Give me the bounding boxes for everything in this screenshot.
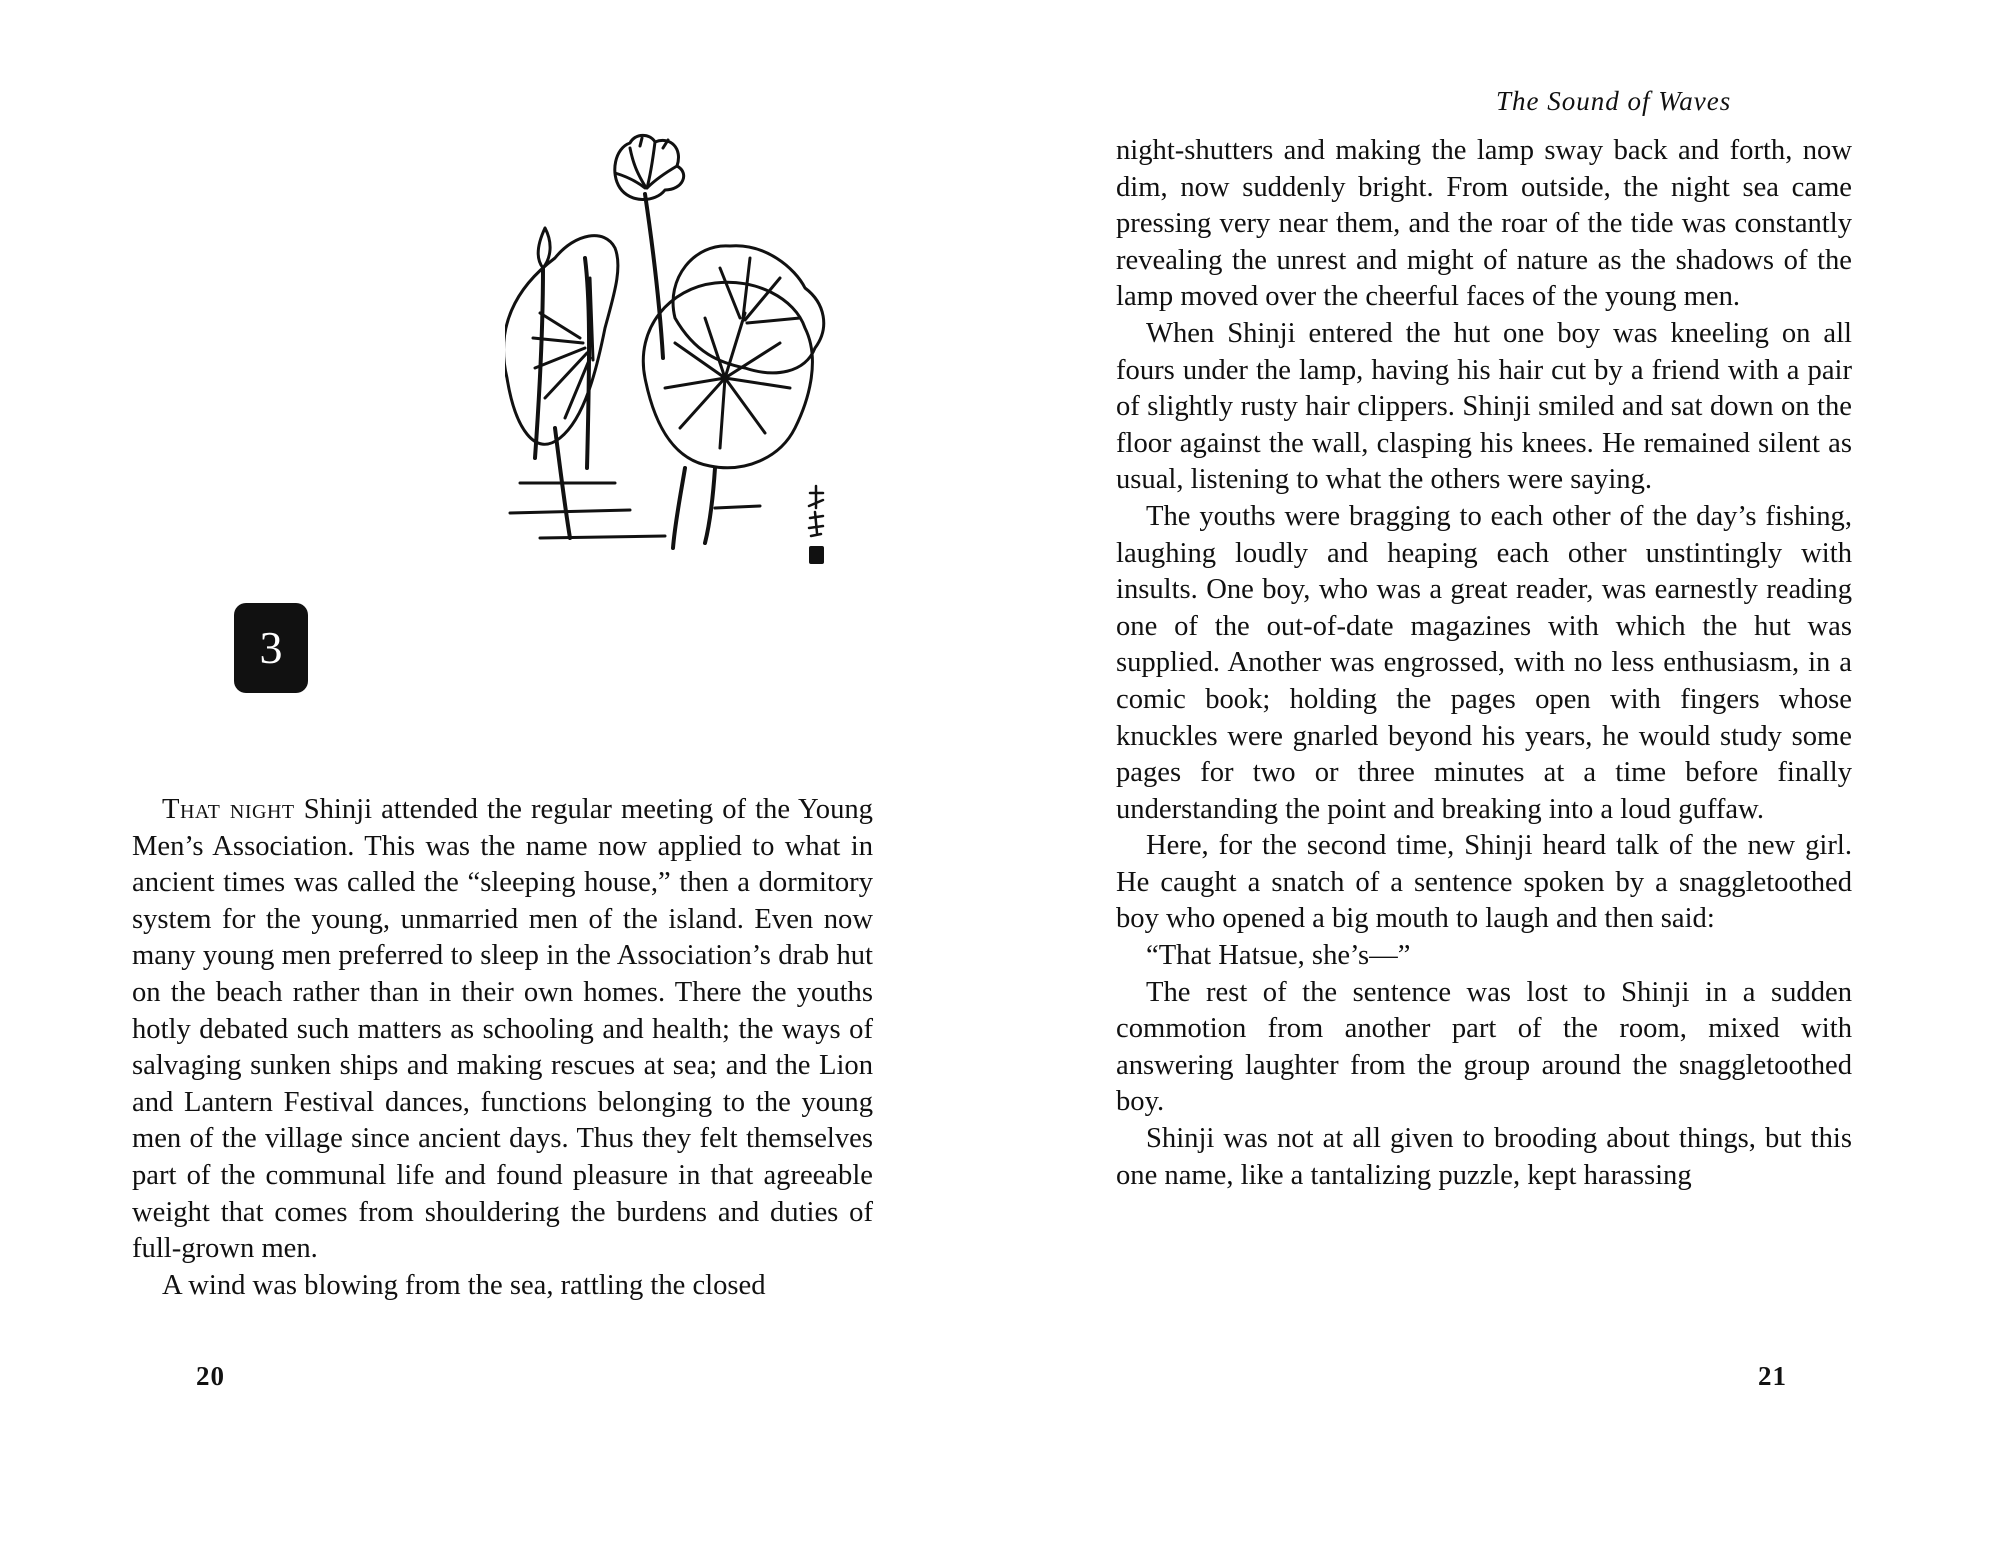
page-number-right: 21 — [1758, 1361, 1787, 1391]
paragraph: The rest of the sentence was lost to Shinji in a sudden commotion from another part of the room, mixed with answering laughter from the group around the snaggletoothed boy. — [1116, 976, 1852, 1118]
paragraph: Shinji was not at all given to brooding about things, but this one name, like a tantalizing puzzle, kept harassing — [1116, 1123, 1852, 1191]
left-page-body — [132, 792, 873, 1304]
paragraph: night-shutters and making the lamp sway back and forth, now dim, now suddenly bright. From outside, the night sea came pressing very near them, and the roar of the tide was constantly revealing the unrest and might of nature as the shadows of the lamp moved over the cheerful faces of the young men. — [1116, 135, 1852, 313]
chapter-number-badge: 3 — [234, 603, 308, 693]
running-head: The Sound of Waves — [1496, 86, 1732, 116]
paragraph: The youths were bragging to each other of the day’s fishing, laughing loudly and heaping each other unstintingly with insults. One boy, who was a great reader, was earnestly reading one of the out-of-date magazines with which the hut was supplied. Another was engrossed, with no less enthusiasm, in a comic book; holding the pages open with fingers whose knuckles were gnarled beyond his years, he would study some pages for two or three minutes at a time before finally understanding the point and breaking into a loud guffaw. — [1116, 500, 1852, 825]
chapter-lead-in: That night — [162, 794, 295, 825]
right-page-body — [1116, 133, 1852, 1194]
page-number-left: 20 — [196, 1361, 225, 1391]
paragraph: Here, for the second time, Shinji heard talk of the new girl. He caught a snatch of a sentence spoken by a snaggletoothed boy who opened a big mouth to laugh and then said: — [1116, 830, 1852, 935]
paragraph-text: Shinji attended the regular meeting of the Young Men’s Association. This was the name now applied to what in ancient times was called the “sleeping house,” then a dormitory system for the young, unmarried men of the island. Even now many young men preferred to sleep in the Association’s drab hut on the beach rather than in their own homes. There the youths hotly debated such matters as schooling and health; the ways of salvaging sunken ships and making rescues at sea; and the Lion and Lantern Festival dances, functions belonging to the young men of the village since ancient days. Thus they felt themselves part of the communal life and found pleasure in that agreeable weight that comes from shouldering the burdens and duties of full-grown men. — [132, 794, 873, 1265]
lotus-illustration — [505, 128, 845, 578]
paragraph: “That Hatsue, she’s—” — [1146, 940, 1411, 972]
paragraph: When Shinji entered the hut one boy was kneeling on all fours under the lamp, having his hair cut by a friend with a pair of slightly rusty hair clippers. Shinji smiled and sat down on the floor against the wall, clasping his knees. He remained silent as usual, listening to what the others were saying. — [1116, 317, 1852, 496]
paragraph: A wind was blowing from the sea, rattling the closed — [162, 1269, 766, 1301]
paragraph — [132, 792, 873, 1268]
